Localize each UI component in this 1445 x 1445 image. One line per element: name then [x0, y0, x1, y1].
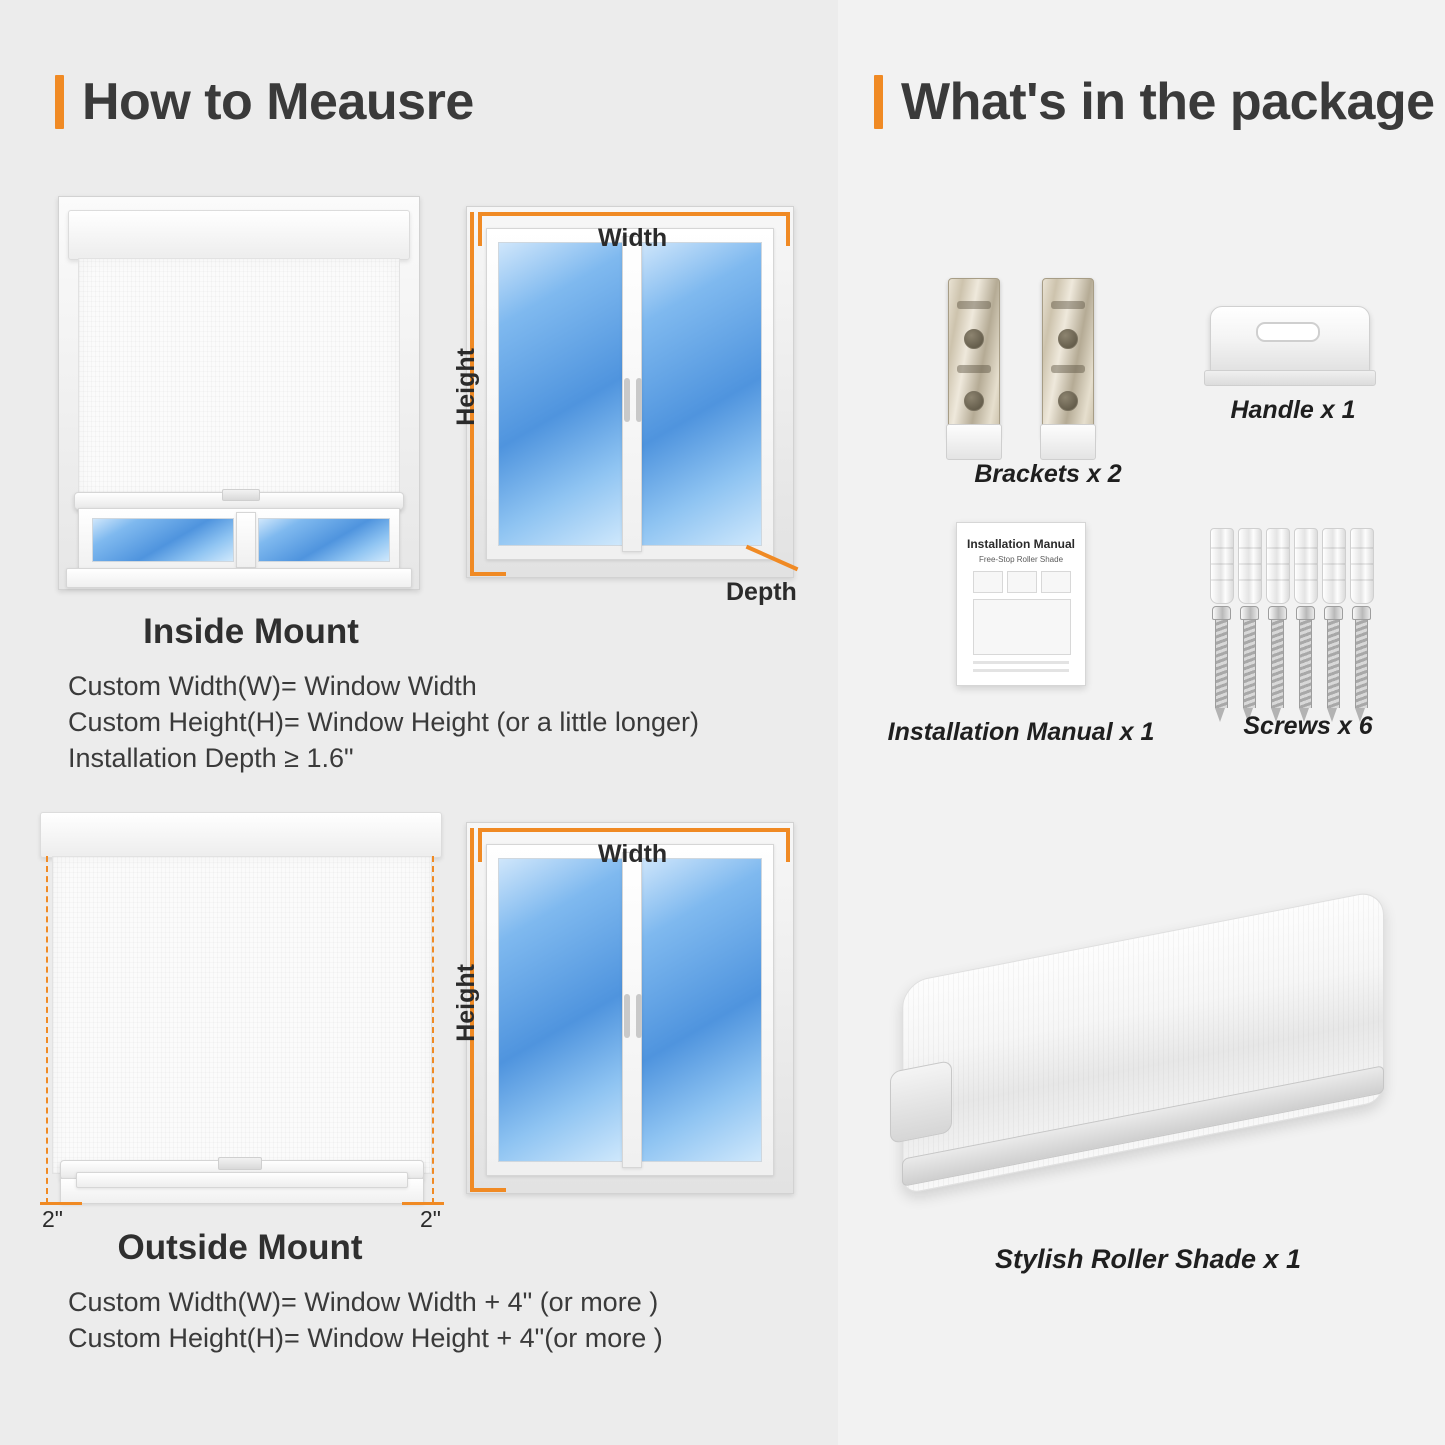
installation-manual-illustration [956, 522, 1086, 686]
accent-bar [55, 75, 64, 129]
inside-height-label: Height [452, 348, 480, 426]
outside-height-label: Height [452, 964, 480, 1042]
overhang-label-left: 2" [42, 1206, 63, 1232]
outside-width-mark-left [478, 828, 482, 862]
screws-label: Screws x 6 [1243, 712, 1373, 740]
handle-bar-right [636, 378, 642, 422]
overhang-guide-right [432, 856, 434, 1204]
outside-height-mark-bottom [470, 1188, 506, 1192]
outside-pull-grip [218, 1157, 262, 1170]
bracket-left [948, 278, 1000, 440]
screw-1 [1212, 606, 1229, 722]
wall-anchor-4 [1294, 528, 1318, 604]
inside-mount-spec-3: Installation Depth ≥ 1.6" [68, 743, 354, 773]
overhang-label-right: 2" [420, 1206, 441, 1232]
outside-handle-bar-left [624, 994, 630, 1038]
right-heading-text: What's in the package [901, 73, 1435, 131]
window-glass-left [92, 518, 234, 562]
window-mullion [236, 512, 256, 568]
window-sill [66, 568, 412, 588]
manual-cover-subtitle: Free-Stop Roller Shade [978, 555, 1064, 564]
pull-grip [222, 489, 260, 501]
width-mark-right [786, 212, 790, 246]
measure-glass-left [498, 242, 624, 546]
inside-width-label: Width [598, 224, 668, 252]
wall-anchor-3 [1266, 528, 1290, 604]
package-contents-panel [838, 0, 1445, 1445]
outside-sill-lip [76, 1172, 408, 1188]
height-mark-bottom [470, 572, 506, 576]
bracket-right [1042, 278, 1094, 440]
width-mark-top [478, 212, 790, 216]
screw-4 [1296, 606, 1313, 722]
outside-handle-bar-right [636, 994, 642, 1038]
handle-bar-left [624, 378, 630, 422]
accent-bar [874, 75, 883, 129]
handle-grip-slot [1256, 322, 1320, 342]
outside-measure-glass-left [498, 858, 624, 1162]
installation-manual-label: Installation Manual x 1 [887, 718, 1155, 746]
handle-base [1204, 370, 1376, 386]
wall-anchor-1 [1210, 528, 1234, 604]
manual-cover-title: Installation Manual [967, 537, 1076, 551]
outside-mount-spec-1: Custom Width(W)= Window Width + 4" (or more ) [68, 1287, 659, 1317]
screw-5 [1324, 606, 1341, 722]
bracket-left-foot [946, 424, 1002, 460]
bracket-right-foot [1040, 424, 1096, 460]
screw-2 [1240, 606, 1257, 722]
overhang-tick-left [40, 1202, 82, 1205]
screw-3 [1268, 606, 1285, 722]
roller-shade-end-cap [890, 1060, 952, 1144]
inside-mount-spec-2: Custom Height(H)= Window Height (or a little longer) [68, 707, 699, 737]
wall-anchor-5 [1322, 528, 1346, 604]
wall-anchor-6 [1350, 528, 1374, 604]
roller-shade-label: Stylish Roller Shade x 1 [994, 1244, 1302, 1274]
inside-mount-spec-1: Custom Width(W)= Window Width [68, 671, 477, 701]
handle-body [1210, 306, 1370, 378]
overhang-tick-right [402, 1202, 444, 1205]
outside-mount-title: Outside Mount [117, 1228, 363, 1267]
outside-width-mark-top [478, 828, 790, 832]
outside-valance [40, 812, 442, 858]
outside-width-label: Width [598, 840, 668, 868]
wall-anchor-2 [1238, 528, 1262, 604]
outside-measure-glass-right [638, 858, 762, 1162]
brackets-label: Brackets x 2 [974, 460, 1122, 488]
measure-glass-right [638, 242, 762, 546]
left-heading-text: How to Meausre [82, 73, 474, 131]
window-glass-right [258, 518, 390, 562]
outside-width-mark-right [786, 828, 790, 862]
right-panel-heading [874, 72, 1435, 132]
valance [68, 210, 410, 260]
inside-depth-label: Depth [726, 578, 797, 606]
outside-shade-fabric [52, 856, 432, 1174]
shade-fabric [78, 258, 400, 498]
overhang-guide-left [46, 856, 48, 1204]
handle-label: Handle x 1 [1230, 396, 1356, 424]
screw-6 [1352, 606, 1369, 722]
width-mark-left [478, 212, 482, 246]
left-panel-heading [55, 72, 474, 132]
inside-mount-title: Inside Mount [143, 612, 359, 651]
roller-shade-illustration [838, 880, 1445, 1260]
outside-mount-spec-2: Custom Height(H)= Window Height + 4"(or more ) [68, 1323, 663, 1353]
